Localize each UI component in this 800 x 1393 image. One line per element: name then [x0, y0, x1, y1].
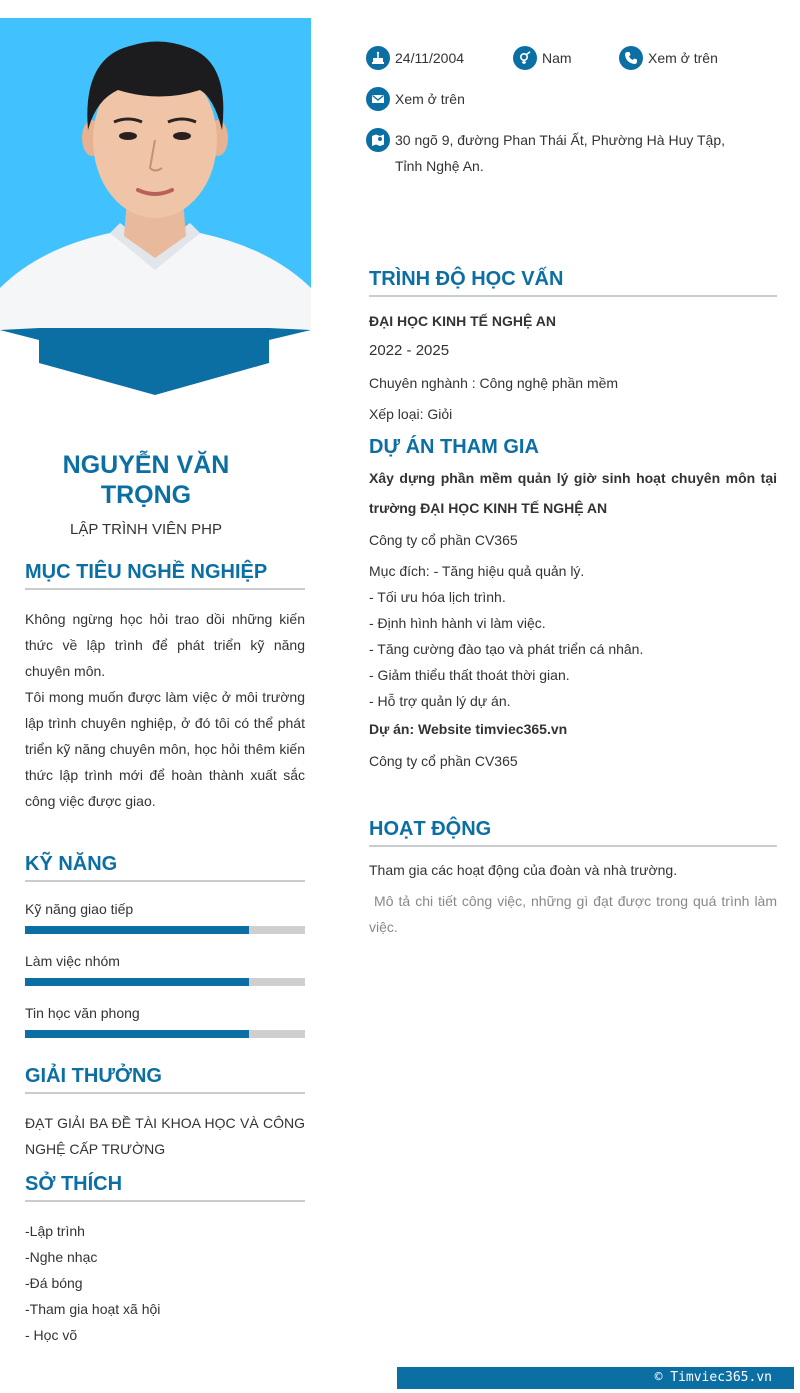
education-grade: Xếp loại: Giỏi — [369, 406, 453, 422]
hobby-item: -Đá bóng — [25, 1275, 83, 1291]
project-1-company: Công ty cổ phần CV365 — [369, 532, 518, 548]
hobby-item: -Lập trình — [25, 1223, 85, 1239]
skill-bar-fill — [25, 926, 249, 934]
map-pin-icon — [366, 128, 390, 152]
activities-title: HOẠT ĐỘNG — [369, 816, 777, 847]
portrait-illustration — [0, 18, 311, 330]
skill-bar-fill — [25, 1030, 249, 1038]
education-period: 2022 - 2025 — [369, 342, 450, 359]
skills-list — [25, 898, 305, 1038]
education-school: ĐẠI HỌC KINH TẾ NGHỆ AN — [369, 313, 556, 329]
project-1-details — [369, 558, 777, 714]
profile-photo — [0, 18, 311, 330]
projects-section — [369, 434, 777, 774]
address-line-1: 30 ngõ 9, đường Phan Thái Ất, Phường Hà Huy Tập, — [395, 132, 726, 148]
skill-label: Làm việc nhóm — [25, 953, 120, 969]
mail-icon — [366, 87, 390, 111]
address-line-2: Tỉnh Nghệ An. — [395, 158, 484, 174]
gender-info — [513, 46, 572, 70]
skill-bar — [25, 926, 305, 934]
awards-title: GIẢI THƯỞNG — [25, 1063, 305, 1094]
cake-icon — [366, 46, 390, 70]
phone-info — [619, 46, 718, 70]
project-1-title: Xây dựng phần mềm quản lý giờ sinh hoạt chuyên môn tại trường ĐẠI HỌC KINH TẾ NGHỆ AN — [369, 470, 777, 516]
email-info — [366, 87, 465, 111]
phone-value: Xem ở trên — [648, 50, 718, 66]
project-1-line: - Tăng cường đào tạo và phát triển cá nhân. — [369, 641, 644, 657]
objective-section — [25, 559, 305, 814]
hobbies-list — [25, 1218, 305, 1348]
project-1-line: - Tối ưu hóa lịch trình. — [369, 589, 506, 605]
hobbies-title: SỞ THÍCH — [25, 1171, 305, 1202]
project-1-line: Mục đích: - Tăng hiệu quả quản lý. — [369, 563, 585, 579]
birthday-value: 24/11/2004 — [395, 50, 465, 66]
project-1-line: - Hỗ trợ quản lý dự án. — [369, 693, 511, 709]
footer-watermark: © Timviec365.vn — [397, 1367, 794, 1389]
project-1-line: - Định hình hành vi làm việc. — [369, 615, 546, 631]
skill-bar — [25, 1030, 305, 1038]
address-value — [395, 127, 725, 179]
photo-banner — [0, 328, 311, 398]
awards-section — [25, 1063, 305, 1162]
address-info — [366, 128, 746, 179]
gender-value: Nam — [542, 50, 572, 66]
skill-bar-fill — [25, 978, 249, 986]
phone-icon — [619, 46, 643, 70]
left-column — [0, 0, 330, 1393]
education-section — [369, 266, 777, 427]
hobby-item: -Tham gia hoạt xã hội — [25, 1301, 161, 1317]
objective-paragraph-2: Tôi mong muốn được làm việc ở môi trường lập trình chuyên nghiệp, ở đó tôi có thể phát triển kỹ năng chuyên môn, học hỏi thêm kiến thức lập trình mới để hoàn thành xuất sắc công việc được giao. — [25, 689, 305, 809]
email-value: Xem ở trên — [395, 91, 465, 107]
skill-bar — [25, 978, 305, 986]
skills-section — [25, 851, 305, 1038]
candidate-role: LẬP TRÌNH VIÊN PHP — [70, 521, 222, 538]
hobby-item: - Học võ — [25, 1327, 78, 1343]
skill-label: Tin học văn phong — [25, 1005, 140, 1021]
education-title: TRÌNH ĐỘ HỌC VẤN — [369, 266, 777, 297]
activities-line-2: Mô tả chi tiết công việc, những gì đạt được trong quá trình làm việc. — [369, 893, 781, 935]
awards-text: ĐẠT GIẢI BA ĐỀ TÀI KHOA HỌC VÀ CÔNG NGHỆ CẤP TRƯỜNG — [25, 1115, 305, 1157]
skill-item — [25, 1002, 305, 1038]
project-1-line: - Giảm thiểu thất thoát thời gian. — [369, 667, 570, 683]
hobby-item: -Nghe nhạc — [25, 1249, 98, 1265]
project-2-title: Dự án: Website timviec365.vn — [369, 721, 568, 737]
education-major: Chuyên nghành : Công nghệ phần mềm — [369, 375, 619, 391]
skills-title: KỸ NĂNG — [25, 851, 305, 882]
activities-section — [369, 816, 781, 940]
hobbies-section — [25, 1171, 305, 1348]
skill-item — [25, 950, 305, 986]
birthday-info — [366, 46, 464, 70]
skill-label: Kỹ năng giao tiếp — [25, 901, 134, 917]
skill-item — [25, 898, 305, 934]
objective-title: MỤC TIÊU NGHỀ NGHIỆP — [25, 559, 305, 590]
objective-paragraph-1: Không ngừng học hỏi trao dồi những kiến thức về lập trình để phát triển kỹ năng chuyên môn. — [25, 611, 305, 679]
candidate-name: NGUYỄN VĂN TRỌNG — [62, 451, 230, 509]
activities-line-1: Tham gia các hoạt động của đoàn và nhà trường. — [369, 862, 678, 878]
gender-icon — [513, 46, 537, 70]
project-2-company: Công ty cổ phần CV365 — [369, 753, 518, 769]
projects-title: DỰ ÁN THAM GIA — [369, 436, 539, 458]
